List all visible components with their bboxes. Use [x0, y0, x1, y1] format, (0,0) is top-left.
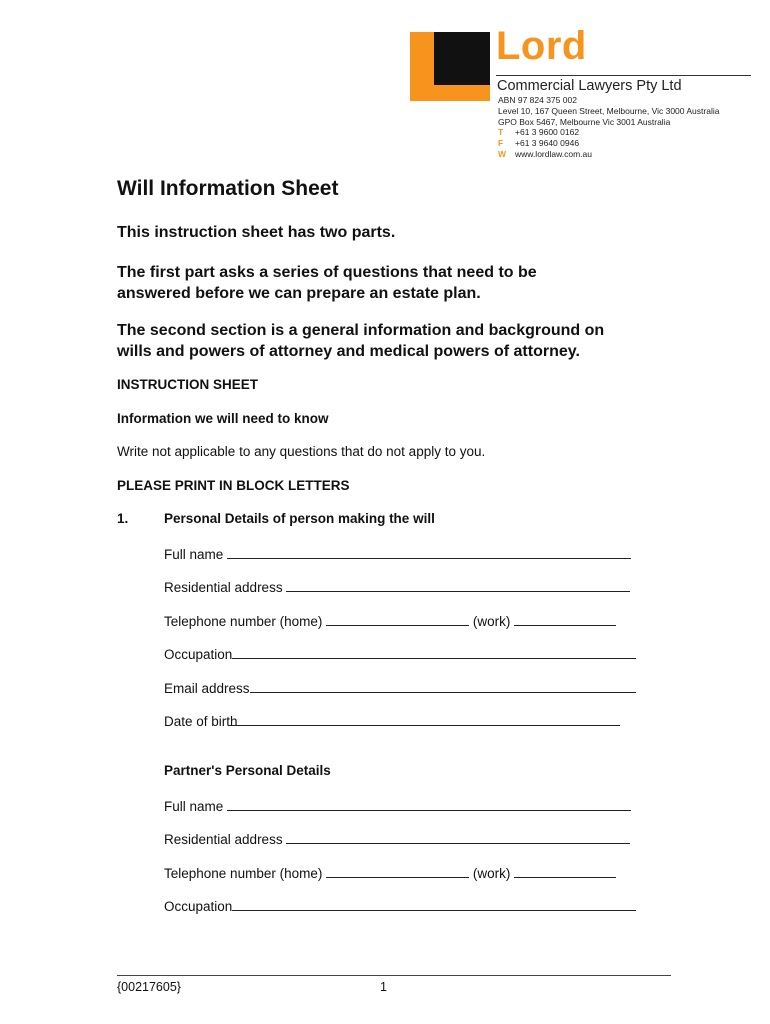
section-title: Personal Details of person making the will: [164, 511, 435, 526]
logo-address-1: Level 10, 167 Queen Street, Melbourne, Vic 3000 Australia: [498, 106, 720, 116]
logo-subtitle: Commercial Lawyers Pty Ltd: [497, 78, 682, 94]
letterhead-logo: [410, 24, 755, 162]
partner-occupation-field[interactable]: Occupation: [164, 897, 636, 914]
contact-fax: F +61 3 9640 0946: [498, 138, 580, 148]
full-name-field[interactable]: Full name: [164, 545, 631, 562]
logo-abn: ABN 97 824 375 002: [498, 95, 577, 105]
occupation-field[interactable]: Occupation: [164, 645, 636, 662]
instruction-note: Write not applicable to any questions that do not apply to you.: [117, 444, 486, 459]
info-heading: Information we will need to know: [117, 411, 329, 426]
contact-phone: T +61 3 9600 0162: [498, 127, 580, 137]
partner-full-name-field[interactable]: Full name: [164, 797, 631, 814]
telephone-field[interactable]: Telephone number (home) (work): [164, 612, 616, 629]
section-number: 1.: [117, 511, 129, 526]
document-id: {00217605}: [117, 980, 181, 994]
print-note: PLEASE PRINT IN BLOCK LETTERS: [117, 478, 350, 493]
partner-residential-address-field[interactable]: Residential address: [164, 830, 630, 847]
date-of-birth-field[interactable]: Date of birth: [164, 712, 620, 729]
intro-paragraph-2: The first part asks a series of questions that need to be answered before we can prepare an estate plan.: [117, 264, 537, 302]
partner-section-title: Partner's Personal Details: [164, 763, 331, 778]
page-title: Will Information Sheet: [117, 177, 339, 200]
instruction-heading: INSTRUCTION SHEET: [117, 377, 259, 392]
logo-address-2: GPO Box 5467, Melbourne Vic 3001 Australia: [498, 117, 671, 127]
logo-contacts: [498, 127, 592, 160]
intro-paragraph-3: The second section is a general information and background on wills and powers of attorney and medical powers of attorney.: [117, 322, 605, 360]
page-number: 1: [380, 980, 387, 994]
email-field[interactable]: Email address: [164, 679, 636, 696]
logo-brand: Lord: [496, 24, 587, 68]
residential-address-field[interactable]: Residential address: [164, 578, 630, 595]
logo-address-block: [498, 95, 719, 128]
intro-paragraph-1: This instruction sheet has two parts.: [117, 224, 396, 241]
partner-telephone-field[interactable]: Telephone number (home) (work): [164, 864, 616, 881]
footer-divider: [117, 975, 671, 976]
contact-web: W www.lordlaw.com.au: [498, 149, 593, 159]
logo-mark: [410, 32, 490, 101]
logo-divider: [496, 75, 751, 76]
